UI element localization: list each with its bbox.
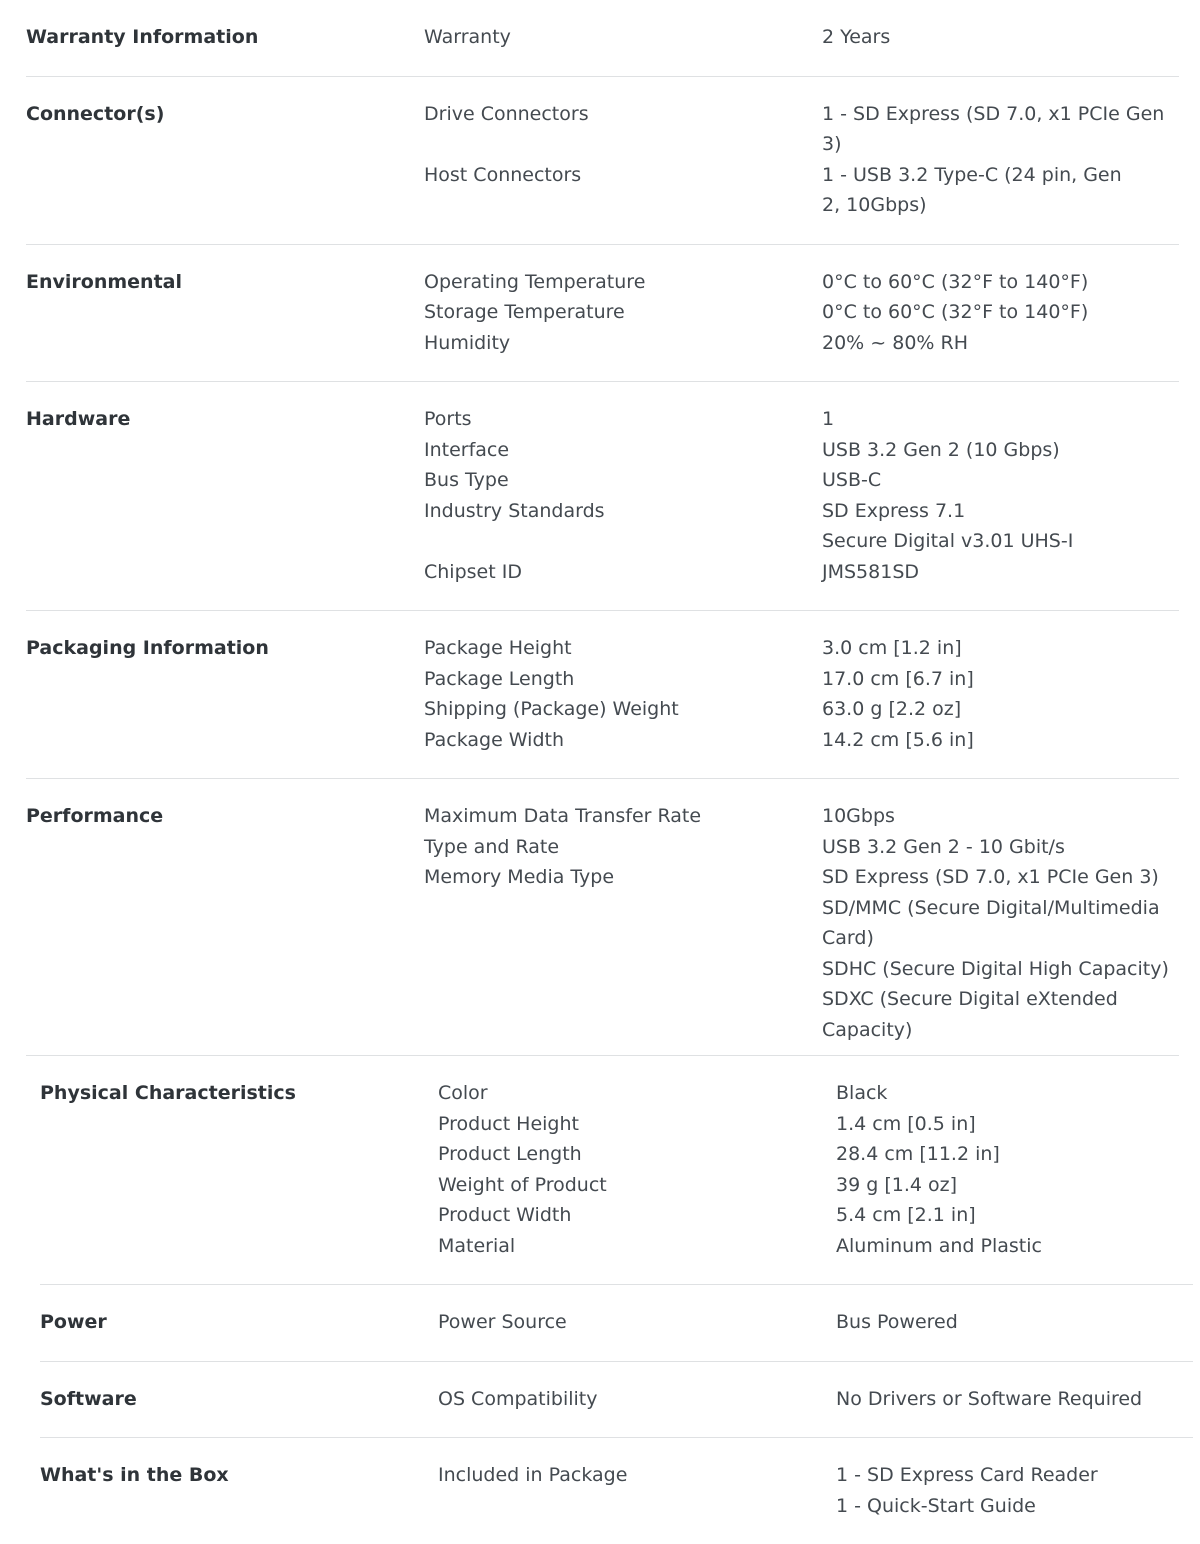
spec-row [424, 297, 1179, 328]
spec-row [424, 404, 1179, 435]
spec-label: Maximum Data Transfer Rate [424, 805, 702, 827]
spec-label: Humidity [424, 331, 511, 354]
spec-label: Product Width [438, 1204, 572, 1226]
section-title: Hardware [26, 408, 131, 430]
section-title: Software [40, 1387, 137, 1410]
section-title: Power [40, 1311, 107, 1333]
spec-value: 20% ~ 80% RH [822, 331, 968, 354]
spec-value: 3.0 cm [1.2 in] [822, 637, 962, 659]
section-performance [26, 779, 1179, 1056]
spec-value: 5.4 cm [2.1 in] [836, 1204, 976, 1226]
spec-label: Memory Media Type [424, 866, 615, 888]
section-software [40, 1362, 1193, 1439]
section-title: Environmental [26, 270, 182, 293]
spec-value: 17.0 cm [6.7 in] [822, 667, 974, 690]
spec-row [438, 1200, 1193, 1231]
spec-label: Host Connectors [424, 163, 582, 186]
spec-label: Color [438, 1082, 488, 1104]
section-connectors [26, 77, 1179, 245]
spec-value: 63.0 g [2.2 oz] [822, 698, 962, 720]
spec-row [424, 160, 1179, 221]
section-power [40, 1285, 1193, 1362]
spec-row [438, 1384, 1193, 1415]
spec-label: Bus Type [424, 469, 509, 491]
spec-label: Product Length [438, 1143, 582, 1165]
section-environmental [26, 245, 1179, 383]
spec-value: SDHC (Secure Digital High Capacity) [822, 957, 1169, 980]
spec-label: Package Width [424, 728, 564, 751]
spec-value: 1 - USB 3.2 Type-C (24 pin, Gen 2, 10Gbps) [822, 163, 1122, 216]
spec-value: Secure Digital v3.01 UHS-I [822, 530, 1074, 552]
section-title: Physical Characteristics [40, 1082, 296, 1104]
spec-value: Bus Powered [836, 1311, 958, 1333]
spec-value: SD Express (SD 7.0, x1 PCIe Gen 3) [822, 866, 1159, 888]
section-whats-in-the-box [40, 1438, 1193, 1544]
spec-row [438, 1460, 1193, 1521]
spec-value: 1 - Quick-Start Guide [836, 1494, 1036, 1517]
section-packaging-information [26, 611, 1179, 779]
spec-value: SDXC (Secure Digital eXtended Capacity) [822, 988, 1118, 1041]
spec-label: OS Compatibility [438, 1387, 598, 1410]
spec-label: Included in Package [438, 1464, 628, 1486]
spec-label: Power Source [438, 1311, 567, 1333]
spec-value: 1 - SD Express Card Reader [836, 1464, 1098, 1486]
spec-label: Interface [424, 438, 510, 461]
spec-row [424, 694, 1179, 725]
spec-value: USB-C [822, 469, 882, 491]
section-title: What's in the Box [40, 1464, 229, 1486]
spec-label: Chipset ID [424, 560, 522, 583]
section-title: Warranty Information [26, 26, 259, 48]
spec-row [424, 99, 1179, 160]
spec-row [424, 435, 1179, 466]
spec-row [424, 664, 1179, 695]
spec-value: Aluminum and Plastic [836, 1234, 1042, 1257]
spec-label: Product Height [438, 1112, 579, 1135]
spec-label: Shipping (Package) Weight [424, 698, 679, 720]
section-hardware [26, 382, 1179, 611]
spec-value: 14.2 cm [5.6 in] [822, 728, 974, 751]
spec-label: Warranty [424, 26, 511, 48]
spec-label: Type and Rate [424, 835, 560, 858]
spec-label: Package Length [424, 667, 575, 690]
spec-value: 28.4 cm [11.2 in] [836, 1143, 1000, 1165]
section-title: Packaging Information [26, 637, 269, 659]
spec-label: Drive Connectors [424, 102, 589, 125]
spec-label: Operating Temperature [424, 270, 646, 293]
spec-row [424, 465, 1179, 496]
spec-row [424, 633, 1179, 664]
spec-label: Industry Standards [424, 499, 605, 522]
spec-row [438, 1078, 1193, 1109]
spec-label: Ports [424, 408, 472, 430]
spec-label: Storage Temperature [424, 301, 625, 323]
spec-row [424, 725, 1179, 756]
spec-value: 2 Years [822, 26, 891, 48]
spec-value: Black [836, 1082, 888, 1104]
section-warranty-information [26, 0, 1179, 77]
spec-value: JMS581SD [822, 560, 920, 583]
spec-value: 0°C to 60°C (32°F to 140°F) [822, 301, 1089, 323]
section-physical-characteristics [40, 1056, 1193, 1285]
spec-label: Material [438, 1234, 516, 1257]
spec-row [424, 832, 1179, 863]
spec-row [424, 801, 1179, 832]
spec-value: 1.4 cm [0.5 in] [836, 1112, 976, 1135]
spec-value: 1 [822, 408, 835, 430]
spec-value: 1 - SD Express (SD 7.0, x1 PCIe Gen 3) [822, 102, 1165, 155]
spec-row [438, 1109, 1193, 1140]
spec-value: 39 g [1.4 oz] [836, 1173, 957, 1196]
spec-row [424, 328, 1179, 359]
spec-value: 10Gbps [822, 805, 895, 827]
spec-value: No Drivers or Software Required [836, 1387, 1143, 1410]
spec-row [424, 267, 1179, 298]
spec-label: Weight of Product [438, 1173, 607, 1196]
spec-value: 0°C to 60°C (32°F to 140°F) [822, 270, 1089, 293]
spec-row [424, 22, 1179, 53]
spec-row [424, 557, 1179, 588]
spec-value: USB 3.2 Gen 2 - 10 Gbit/s [822, 835, 1065, 858]
spec-row [424, 496, 1179, 557]
spec-row [438, 1231, 1193, 1262]
spec-label: Package Height [424, 637, 572, 659]
spec-value: SD Express 7.1 [822, 499, 966, 522]
spec-row [424, 862, 1179, 1045]
spec-row [438, 1139, 1193, 1170]
spec-value: SD/MMC (Secure Digital/Multimedia Card) [822, 896, 1160, 949]
section-title: Connector(s) [26, 102, 165, 125]
spec-row [438, 1307, 1193, 1338]
section-title: Performance [26, 805, 164, 827]
spec-row [438, 1170, 1193, 1201]
spec-value: USB 3.2 Gen 2 (10 Gbps) [822, 438, 1060, 461]
